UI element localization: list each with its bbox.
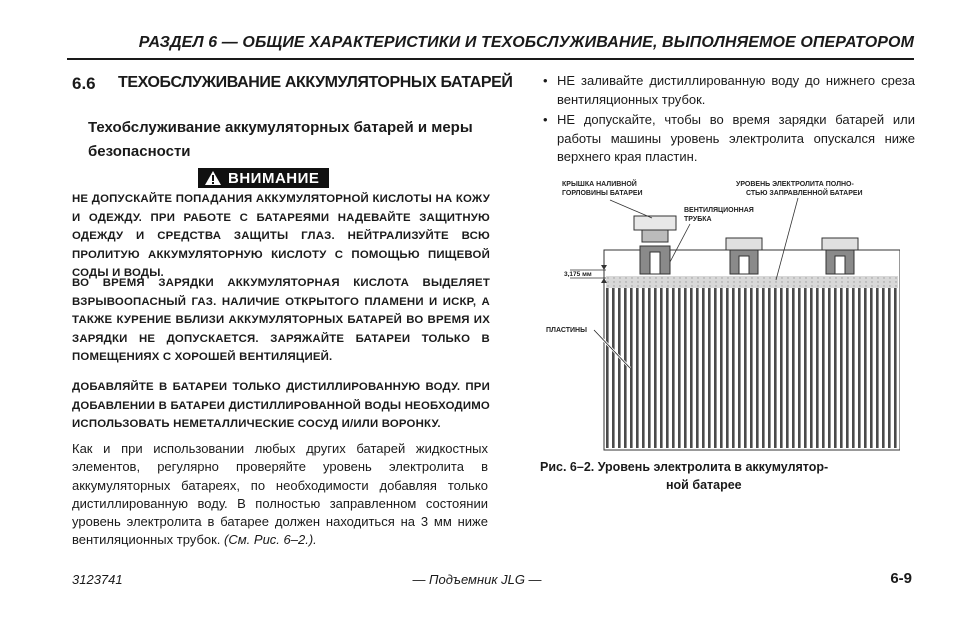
body-text: Как и при использовании любых других батарей жидкостных элементов, регулярно проверяйте уровень электролита в аккумуляторных батареях, по необходимости добавляя только дистиллированную воду. В полностью заправленном состоянии уровень электролита в батарее должен находиться на 3 мм ниже вентиляционных трубок. <box>72 441 488 548</box>
warning-paragraph-2: ВО ВРЕМЯ ЗАРЯДКИ АККУМУЛЯТОРНАЯ КИСЛОТА ВЫДЕЛЯЕТ ВЗРЫВООПАСНЫЙ ГАЗ. НАЛИЧИЕ ОТКРЫТОГО ПЛАМЕНИ И ИСКР, А ТАКЖЕ КУРЕНИЕ ВБЛИЗИ АККУМУЛЯТОРНЫХ БАТАРЕЙ ВО ВРЕМЯ ИХ ЗАРЯДКИ НЕ ДОПУСКАЕТСЯ. ЗАРЯЖАЙТЕ БАТАРЕИ ТОЛЬКО В ПОМЕЩЕНИЯХ С ХОРОШЕЙ ВЕНТИЛЯЦИЕЙ. <box>72 277 490 363</box>
svg-text:УРОВЕНЬ ЭЛЕКТРОЛИТА ПОЛНО- <box>736 181 863 197</box>
svg-text:ВЕНТИЛЯЦИОННАЯ ТРУБКА <box>684 207 756 223</box>
figure-reference-link[interactable]: (См. Рис. 6–2.). <box>224 532 317 548</box>
level-label-line1: УРОВЕНЬ ЭЛЕКТРОЛИТА ПОЛНО- <box>736 181 854 188</box>
warning-paragraph-1: НЕ ДОПУСКАЙТЕ ПОПАДАНИЯ АККУМУЛЯТОРНОЙ КИСЛОТЫ НА КОЖУ И ОДЕЖДУ. ПРИ РАБОТЕ С БАТАРЕЯМИ НАДЕВАЙТЕ ЗАЩИТНУЮ ОДЕЖДУ И СРЕДСТВА ЗАЩИТЫ ГЛАЗ. НЕЙТРАЛИЗУЙТЕ ВСЮ ПРОЛИТУЮ АККУМУЛЯТОРНУЮ КИСЛОТУ С ПОМОЩЬЮ ПИЩЕВОЙ СОДЫ И ВОДЫ. <box>72 193 490 279</box>
battery-plates <box>606 288 898 448</box>
warning-badge <box>198 168 329 188</box>
bullet-list <box>543 72 915 169</box>
page-number: 6-9 <box>890 570 912 587</box>
figure-caption <box>540 458 900 494</box>
plates-label: ПЛАСТИНЫ <box>546 327 587 334</box>
warning-badge-label: ВНИМАНИЕ <box>228 169 320 187</box>
vent-label-line1: ВЕНТИЛЯЦИОННАЯ <box>684 207 754 214</box>
section-number: 6.6 <box>72 74 96 93</box>
bullet-item: • НЕ заливайте дистиллированную воду до нижнего среза вентиляционных трубок. <box>543 72 915 109</box>
vent-label-line2: ТРУБКА <box>684 216 712 223</box>
svg-text:КРЫШКА НАЛИВНОЙ ГОРЛОВИНЫ <box>562 179 643 197</box>
dimension-label: 3,175 мм <box>564 271 592 278</box>
warning-paragraph-3: ДОБАВЛЯЙТЕ В БАТАРЕИ ТОЛЬКО ДИСТИЛЛИРОВАННУЮ ВОДУ. ПРИ ДОБАВЛЕНИИ В БАТАРЕИ ДИСТИЛЛИРОВАННОЙ ВОДЫ НЕОБХОДИМО ИСПОЛЬЗОВАТЬ НЕМЕТАЛЛИЧЕСКИЕ СОСУД И/ИЛИ ВОРОНКУ. <box>72 381 490 430</box>
subsection-title: Техобслуживание аккумуляторных батарей и меры безопасности <box>88 119 473 160</box>
running-header: РАЗДЕЛ 6 — ОБЩИЕ ХАРАКТЕРИСТИКИ И ТЕХОБСЛУЖИВАНИЕ, ВЫПОЛНЯЕМОЕ ОПЕРАТОРОМ <box>138 34 914 51</box>
figure-caption-line1: Рис. 6–2. Уровень электролита в аккумулятор- <box>540 460 829 474</box>
cap-label-line1: КРЫШКА НАЛИВНОЙ <box>562 181 637 188</box>
fill-cap-3 <box>822 238 858 274</box>
cap-label-line2: ГОРЛОВИНЫ БАТАРЕИ <box>562 190 643 197</box>
figure-caption-line2: ной батарее <box>666 478 742 492</box>
header-divider <box>67 58 914 60</box>
section-title: ТЕХОБСЛУЖИВАНИЕ АККУМУЛЯТОРНЫХ БАТАРЕЙ <box>118 74 513 91</box>
level-label-line2: СТЬЮ ЗАПРАВЛЕННОЙ БАТАРЕИ <box>746 190 863 197</box>
document-number: 3123741 <box>72 572 123 587</box>
fill-cap-2 <box>726 238 762 274</box>
fill-cap-1 <box>634 216 676 274</box>
bullet-item: • НЕ допускайте, чтобы во время зарядки батарей или работы машины уровень электролита опускался ниже верхнего края пластин. <box>543 111 915 167</box>
body-paragraph <box>72 440 488 550</box>
electrolyte-surface <box>606 276 898 288</box>
footer-product: — Подъемник JLG — <box>412 572 542 587</box>
warning-triangle-icon <box>204 170 222 186</box>
battery-electrolyte-figure <box>540 172 900 454</box>
